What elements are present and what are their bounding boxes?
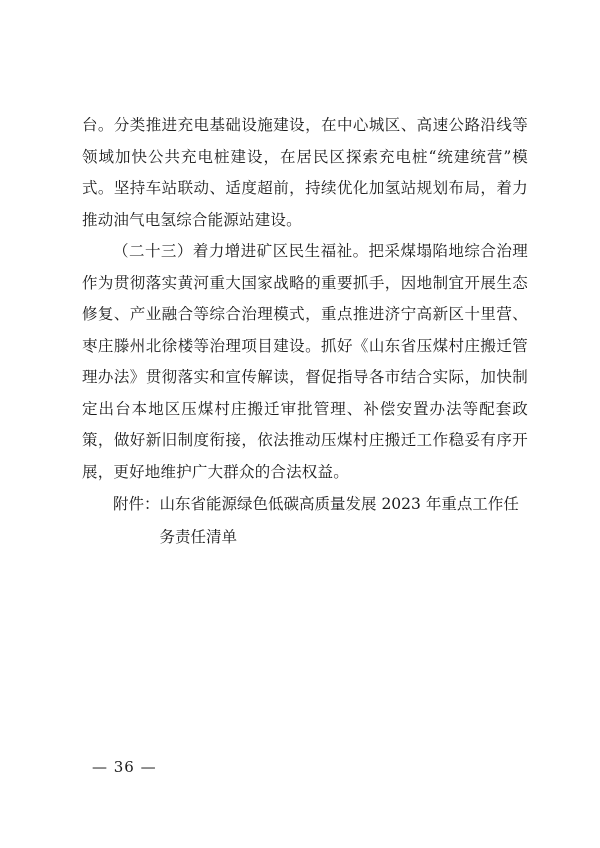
section-heading-23: （二十三）着力增进矿区民生福祉。: [113, 242, 369, 260]
attachment-label: 附件：: [113, 495, 160, 513]
attachment-title: 山东省能源绿色低碳高质量发展 2023 年重点工作任务责任清单: [159, 495, 519, 546]
paragraph-charging-infrastructure: 台。分类推进充电基础设施建设，在中心城区、高速公路沿线等领域加快公共充电桩建设，在居民区探索充电桩“统建统营”模式。坚持车站联动、适度超前，持续优化加氢站规划布局，着力推动油气电氢综合能源站建设。: [82, 116, 528, 229]
body-text: [82, 110, 528, 488]
paragraph-mining-area-welfare: [82, 236, 528, 488]
section-text-23: 把采煤塌陷地综合治理作为贯彻落实黄河重大国家战略的重要抓手，因地制宜开展生态修复、产业融合等综合治理模式，重点推进济宁高新区十里营、枣庄滕州北徐楼等治理项目建设。抓好《山东省压煤村庄搬迁管理办法》贯彻落实和宣传解读，督促指导各市结合实际，加快制定出台本地区压煤村庄搬迁审批管理、补偿安置办法等配套政策，做好新旧制度衔接，依法推动压煤村庄搬迁工作稳妥有序开展，更好地维护广大群众的合法权益。: [82, 242, 528, 481]
page-number: — 36 —: [92, 758, 157, 776]
attachment-note: [113, 488, 533, 554]
